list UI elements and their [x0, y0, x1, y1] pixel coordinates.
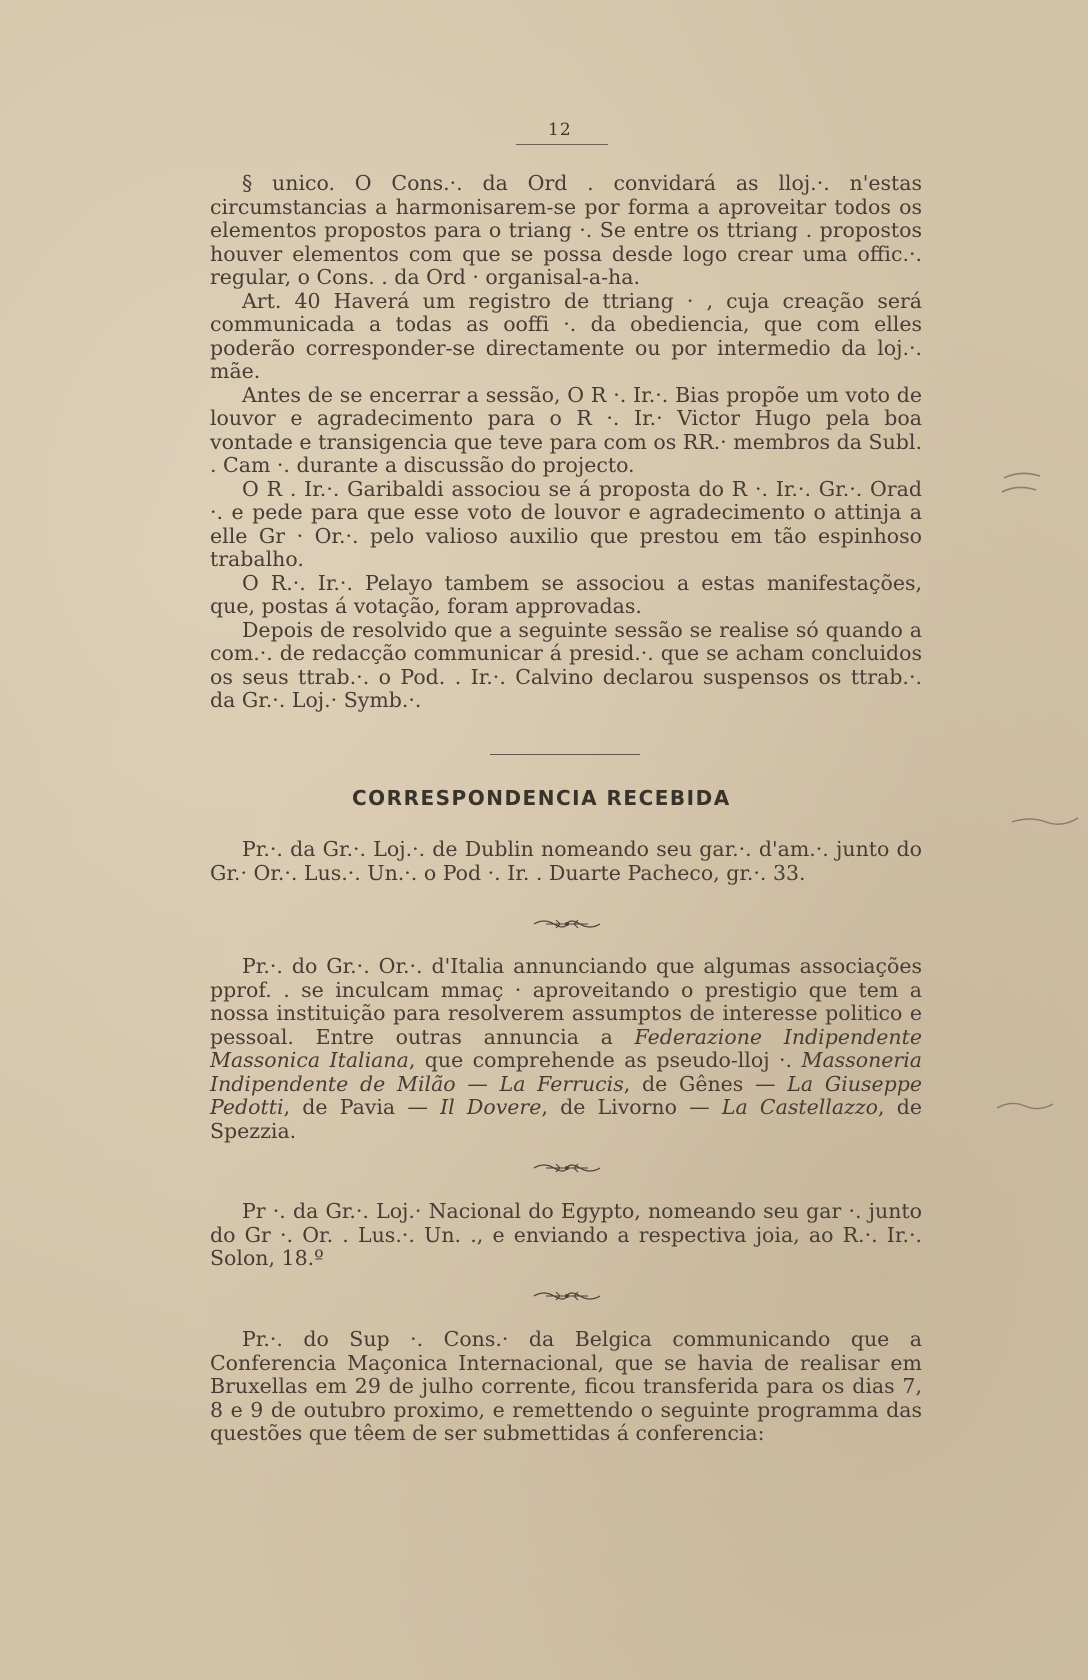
- text-run: , de Livorno —: [541, 1095, 722, 1119]
- paragraph-art-40: Art. 40 Haverá um registro de ttriang · , cuja creação será communicada a todas as ooffi ·. da obediencia, que com elles poderão corresponder-se directamente ou por intermedio da loj.·. mãe.: [210, 288, 922, 383]
- correspondence-text: [210, 955, 922, 1143]
- correspondence-item-italia: [210, 955, 922, 1143]
- printer-flourish-icon: [532, 916, 602, 932]
- text-run: Pr.·. do Gr.·. Or.·. d'Italia annunciando que algumas associações pprof. . se inculcam mmaç · aproveitando o prestigio que tem a nossa instituição para resolverem assumptos de interesse politico e pessoal. Entre outras annuncia a: [210, 954, 922, 1049]
- correspondence-item-dublin: [210, 838, 922, 885]
- paragraph-garibaldi: O R . Ir.·. Garibaldi associou se á proposta do R ·. Ir.·. Gr.·. Orad ·. e pede para que esse voto de louvor e agradecimento o attinja a elle Gr · Or.·. pelo valioso auxilio que prestou em tão espinhoso trabalho.: [210, 476, 922, 571]
- correspondence-item-belgica: [210, 1328, 922, 1446]
- italic-run: Massoneria Indipendente de Milão — La Ferrucis: [210, 1048, 922, 1096]
- printer-flourish-icon: [532, 1160, 602, 1176]
- paragraph-vote-proposal: Antes de se encerrar a sessão, O R ·. Ir.·. Bias propõe um voto de louvor e agradecimento para o R ·. Ir.· Victor Hugo pela boa vontade e transigencia que teve para com os RR.· membros da Subl. . Cam ·. durante a discussão do projecto.: [210, 382, 922, 477]
- correspondence-text: Pr.·. da Gr.·. Loj.·. de Dublin nomeando seu gar.·. d'am.·. junto do Gr.· Or.·. Lus.·. Un.·. o Pod ·. Ir. . Duarte Pacheco, gr.·. 33.: [210, 837, 922, 885]
- correspondence-text: Pr ·. da Gr.·. Loj.· Nacional do Egypto, nomeando seu gar ·. junto do Gr ·. Or. . Lus.·. Un. ., e enviando a respectiva joia, ao R.·. Ir.·. Solon, 18.º: [210, 1199, 922, 1270]
- margin-scribble-icon: [1000, 468, 1046, 498]
- minutes-text: [210, 172, 922, 713]
- italic-run: La Castellazzo: [721, 1095, 879, 1119]
- margin-scribble-icon: [1010, 812, 1080, 832]
- section-heading: CORRESPONDENCIA RECEBIDA: [352, 786, 731, 810]
- paragraph-closing: Depois de resolvido que a seguinte sessão se realise só quando a com.·. de redacção communicar á presid.·. que se acham concluidos os seus ttrab.·. o Pod. . Ir.·. Calvino declarou suspensos os ttrab.·. da Gr.·. Loj.· Symb.·.: [210, 617, 922, 712]
- text-run: , de Gênes —: [623, 1071, 788, 1096]
- margin-scribble-icon: [995, 1098, 1055, 1116]
- paragraph-unico: § unico. O Cons.·. da Ord . convidará as lloj.·. n'estas circumstancias a harmonisarem-se por forma a aproveitar todos os elementos propostos para o triang ·. Se entre os ttriang . propostos houver elementos com que se possa desde logo crear uma offic.·. regular, o Cons. . da Ord · organisal-a-ha.: [210, 171, 922, 289]
- page-number-rule: [516, 144, 608, 145]
- correspondence-text: Pr.·. do Sup ·. Cons.· da Belgica communicando que a Conferencia Maçonica Internacional, que se havia de realisar em Bruxellas em 29 de julho corrente, ficou transferida para os dias 7, 8 e 9 de outubro proximo, e remettendo o seguinte programma das questões que têem de ser submettidas á conferencia:: [210, 1327, 922, 1445]
- italic-run: Federazione Indipendente Massonica Italiana: [210, 1024, 922, 1072]
- page-number: 12: [548, 120, 572, 140]
- correspondence-item-egypto: [210, 1200, 922, 1271]
- text-run: , que comprehende as pseudo-lloj ·.: [408, 1048, 802, 1072]
- text-run: , de Pavia —: [283, 1095, 441, 1119]
- italic-run: Il Dovere: [440, 1095, 542, 1119]
- text-run: , de Spezzia.: [210, 1095, 922, 1143]
- paragraph-pelayo: O R.·. Ir.·. Pelayo tambem se associou a estas manifestações, que, postas á votação, foram approvadas.: [210, 570, 922, 618]
- italic-run: La Giuseppe Pedotti: [210, 1071, 922, 1119]
- section-divider: [490, 754, 640, 755]
- printer-flourish-icon: [532, 1288, 602, 1304]
